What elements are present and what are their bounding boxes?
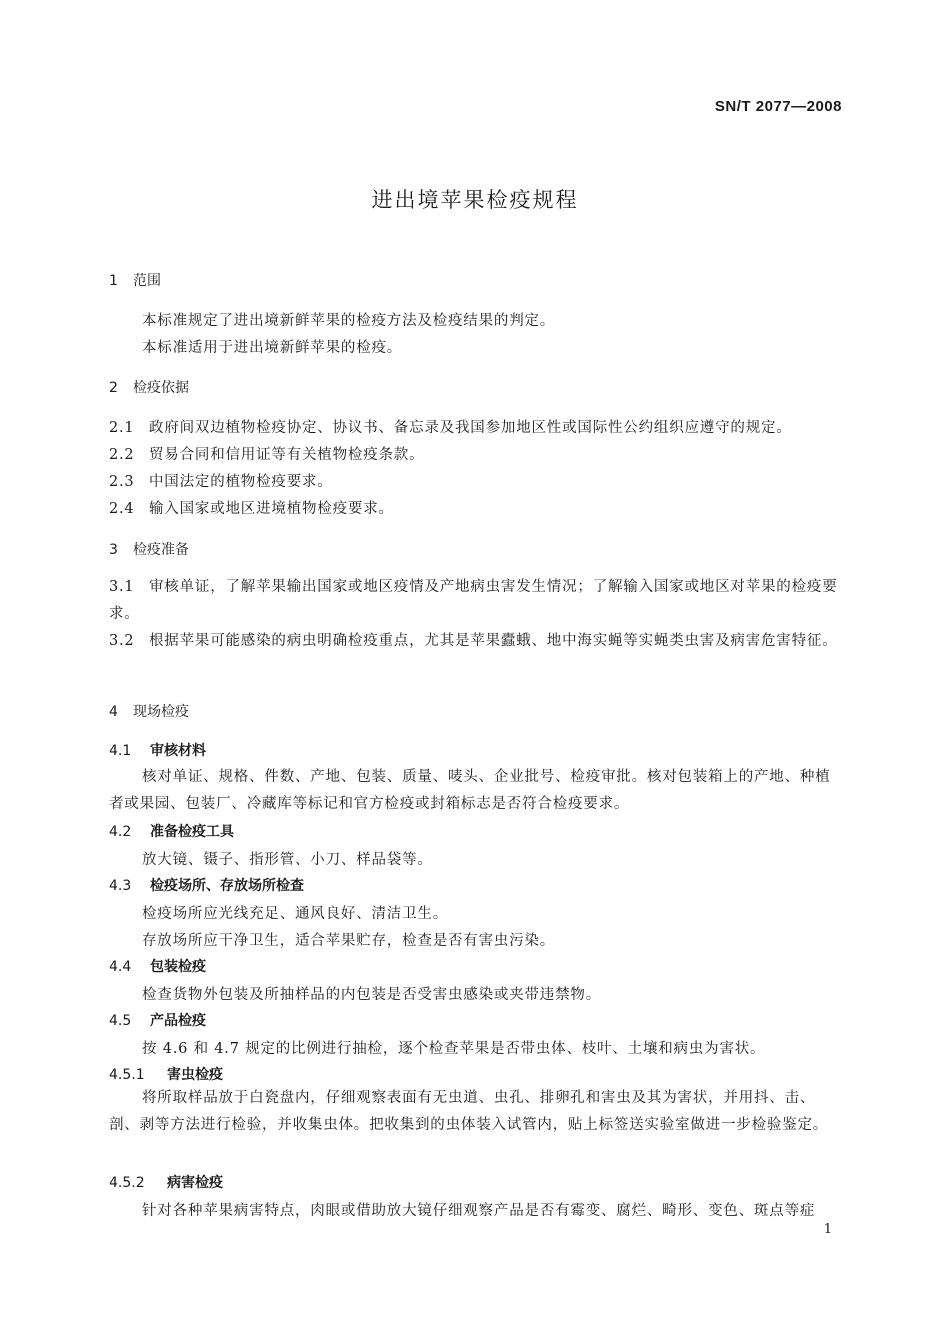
section-2-heading [109, 377, 189, 397]
paragraph: 本标准规定了进出境新鲜苹果的检疫方法及检疫结果的判定。 [142, 313, 556, 329]
clause-4-3-heading: 4.3 检疫场所、存放场所检查 [109, 878, 304, 894]
section-number: 2 [109, 380, 118, 396]
clause-4-5-heading: 4.5 产品检疫 [109, 1013, 206, 1029]
clause-4-5-1-heading: 4.5.1 害虫检疫 [109, 1067, 223, 1083]
section-4-heading [109, 701, 189, 721]
clause-4-4-heading: 4.4 包装检疫 [109, 959, 206, 975]
clause-4-5-1-text: 将所取样品放于白瓷盘内，仔细观察表面有无虫道、虫孔、排卵孔和害虫及其为害状，并用抖、击、剖、剥等方法进行检验，并收集虫体。把收集到的虫体装入试管内，贴上标签送实验室做进一步检验鉴定。 [109, 1090, 829, 1133]
clause-2-4: 2.4 输入国家或地区进境植物检疫要求。 [109, 501, 394, 517]
page-number: 1 [823, 1222, 832, 1237]
clause-4-5-2-text: 针对各种苹果病害特点，肉眼或借助放大镜仔细观察产品是否有霉变、腐烂、畸形、变色、斑点等症 [142, 1203, 816, 1219]
clause-4-3-text-1: 检疫场所应光线充足、通风良好、清洁卫生。 [142, 906, 448, 922]
clause-4-5-2-heading: 4.5.2 病害检疫 [109, 1175, 223, 1191]
section-3-heading [109, 539, 189, 559]
section-1-heading [109, 270, 161, 290]
clause-2-2: 2.2 贸易合同和信用证等有关植物检疫条款。 [109, 447, 425, 463]
clause-4-2-text: 放大镜、镊子、指形管、小刀、样品袋等。 [142, 852, 433, 868]
section-number: 3 [109, 542, 118, 558]
clause-4-1-heading: 4.1 审核材料 [109, 743, 206, 759]
section-title: 范围 [133, 273, 161, 289]
section-title: 现场检疫 [133, 704, 189, 720]
clause-4-3-text-2: 存放场所应干净卫生，适合苹果贮存，检查是否有害虫污染。 [142, 933, 556, 949]
section-title: 检疫依据 [133, 380, 189, 396]
standard-code: SN/T 2077—2008 [714, 98, 842, 115]
clause-4-1-text: 核对单证、规格、件数、产地、包装、质量、唛头、企业批号、检疫审批。核对包装箱上的产地、种植者或果园、包装厂、冷藏库等标记和官方检疫或封箱标志是否符合检疫要求。 [109, 769, 831, 812]
section-number: 1 [109, 273, 118, 289]
paragraph: 本标准适用于进出境新鲜苹果的检疫。 [142, 340, 403, 356]
page-title: 进出境苹果检疫规程 [371, 188, 579, 212]
clause-2-3: 2.3 中国法定的植物检疫要求。 [109, 474, 333, 490]
section-title: 检疫准备 [133, 542, 189, 558]
clause-3-2: 3.2 根据苹果可能感染的病虫明确检疫重点，尤其是苹果蠹蛾、地中海实蝇等实蝇类虫害及病害危害特征。 [109, 633, 838, 649]
clause-4-2-heading: 4.2 准备检疫工具 [109, 824, 234, 840]
clause-4-5-text: 按 4.6 和 4.7 规定的比例进行抽检，逐个检查苹果是否带虫体、枝叶、土壤和病虫为害状。 [142, 1041, 766, 1057]
clause-4-4-text: 检查货物外包装及所抽样品的内包装是否受害虫感染或夹带违禁物。 [142, 987, 601, 1003]
section-number: 4 [109, 704, 118, 720]
clause-3-1: 3.1 审核单证，了解苹果输出国家或地区疫情及产地病虫害发生情况；了解输入国家或地区对苹果的检疫要求。 [109, 579, 838, 622]
clause-2-1: 2.1 政府间双边植物检疫协定、协议书、备忘录及我国参加地区性或国际性公约组织应遵守的规定。 [109, 420, 792, 436]
